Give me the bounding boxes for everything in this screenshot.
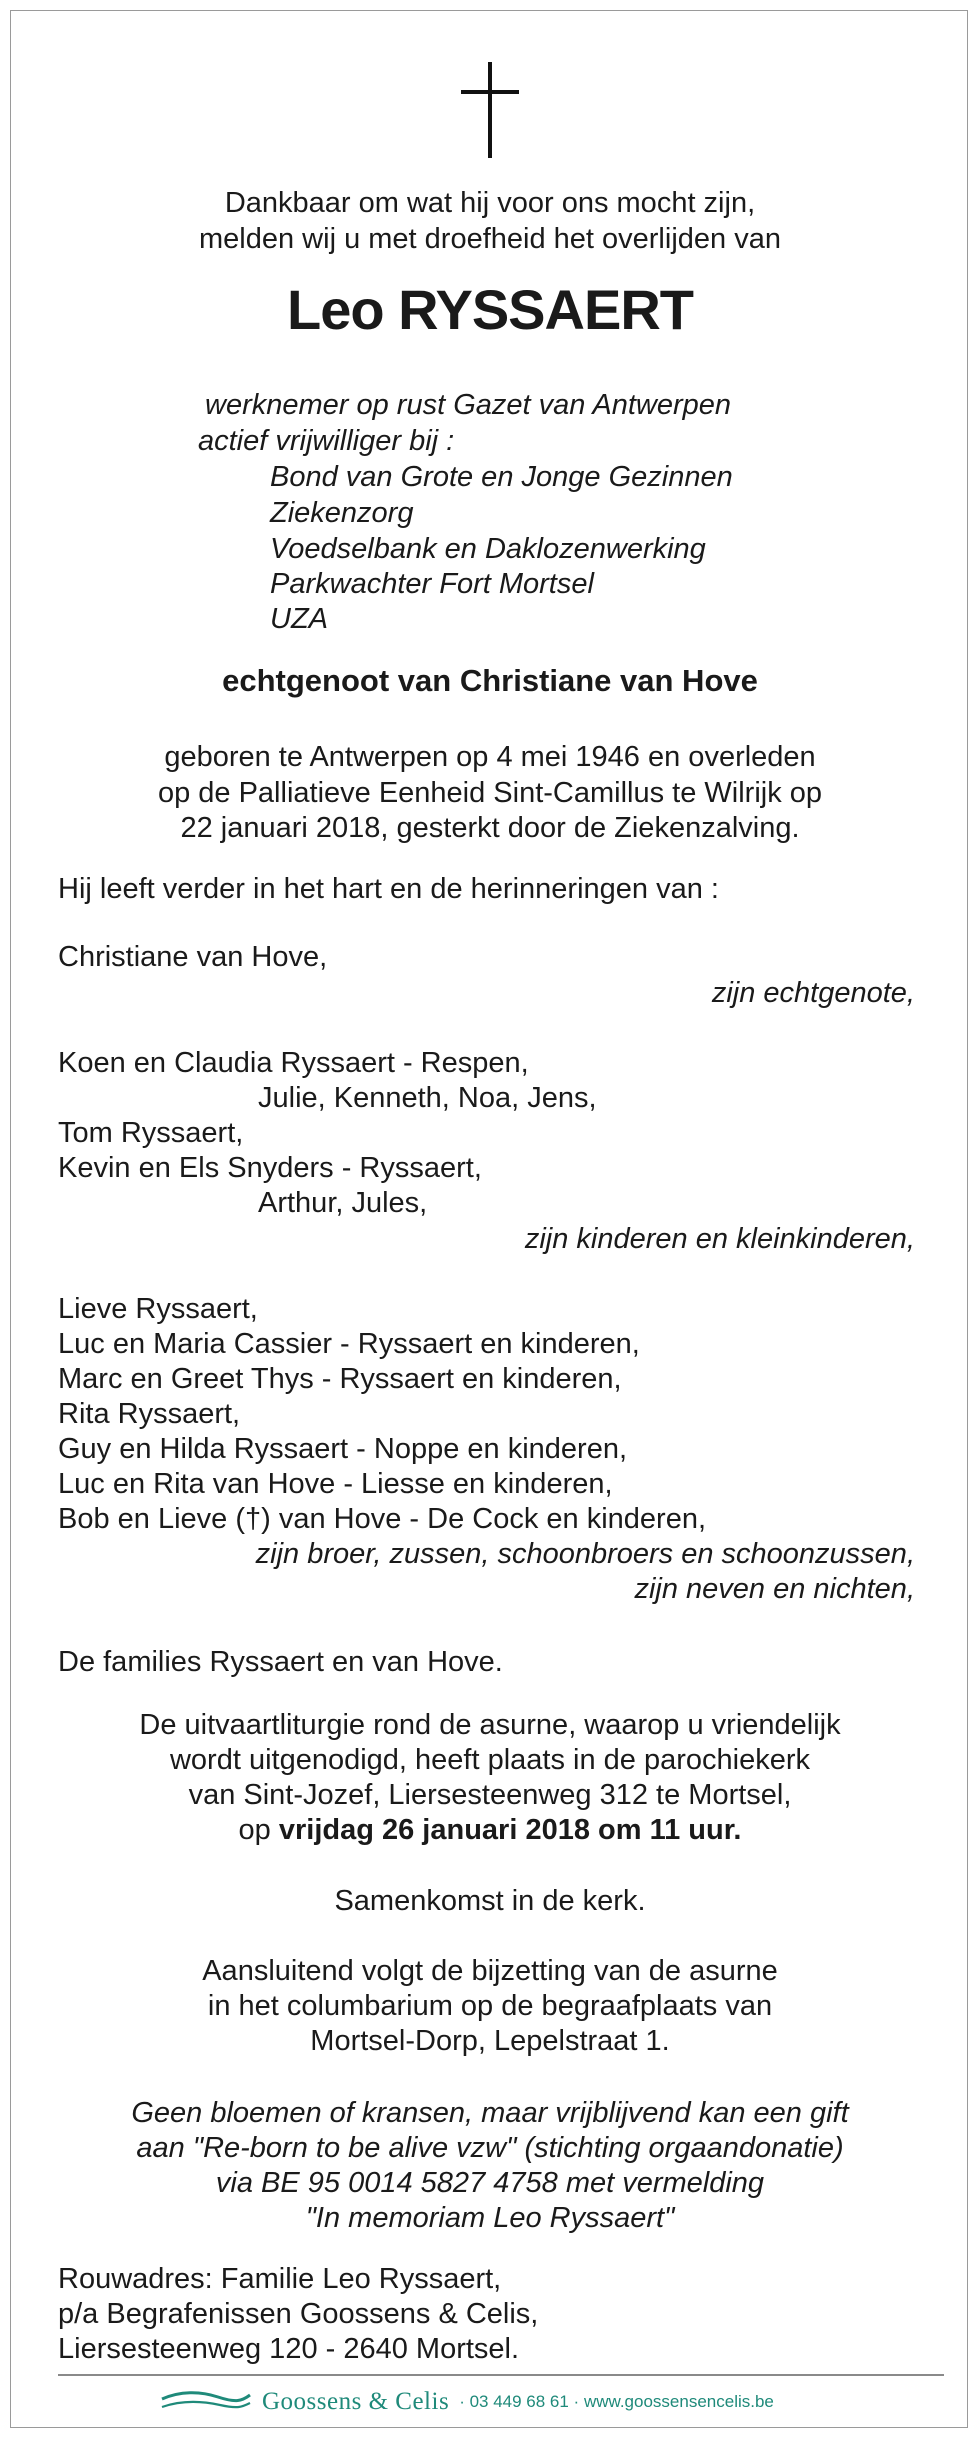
interment-line: in het columbarium op de begraafplaats van — [207, 1990, 773, 2022]
siblings-role: zijn broer, zussen, schoonbroers en schoonzussen, — [255, 1538, 915, 1570]
ceremony-date-line — [0, 1813, 980, 1847]
cross-icon — [457, 60, 523, 160]
footer — [160, 2382, 774, 2422]
birth-death-line: op de Palliatieve Eenheid Sint-Camillus te Wilrijk op — [157, 777, 823, 809]
ceremony-line: van Sint-Jozef, Liersesteenweg 312 te Mortsel, — [188, 1779, 792, 1811]
footer-divider — [58, 2374, 944, 2376]
ceremony-line: wordt uitgenodigd, heeft plaats in de parochiekerk — [169, 1744, 811, 1776]
intro-line: Dankbaar om wat hij voor ons mocht zijn, — [224, 187, 756, 219]
memory-intro: Hij leeft verder in het hart en de herinneringen van : — [58, 873, 719, 905]
children-line: Koen en Claudia Ryssaert - Respen, — [58, 1047, 529, 1079]
ceremony-line: De uitvaartliturgie rond de asurne, waarop u vriendelijk — [139, 1709, 841, 1741]
families-line: De families Ryssaert en van Hove. — [58, 1646, 503, 1678]
wave-logo-icon — [160, 2389, 252, 2415]
occupation-line: actief vrijwilliger bij : — [198, 425, 455, 457]
deceased-name: Leo RYSSAERT — [287, 278, 693, 341]
sibling-line: Marc en Greet Thys - Ryssaert en kinderen, — [58, 1363, 622, 1395]
volunteer-org: UZA — [270, 603, 328, 635]
interment-line: Mortsel-Dorp, Lepelstraat 1. — [310, 2025, 670, 2057]
flowers-line: via BE 95 0014 5827 4758 met vermelding — [215, 2167, 765, 2199]
sibling-line: Bob en Lieve (†) van Hove - De Cock en kinderen, — [58, 1503, 707, 1535]
birth-death-line: geboren te Antwerpen op 4 mei 1946 en overleden — [164, 741, 816, 773]
children-line: Kevin en Els Snyders - Ryssaert, — [58, 1152, 482, 1184]
volunteer-org: Ziekenzorg — [270, 497, 414, 529]
volunteer-org: Voedselbank en Daklozenwerking — [270, 533, 706, 565]
volunteer-org: Bond van Grote en Jonge Gezinnen — [270, 461, 733, 493]
flowers-line: Geen bloemen of kransen, maar vrijblijvend kan een gift — [131, 2097, 849, 2129]
interment-line: Aansluitend volgt de bijzetting van de asurne — [202, 1955, 778, 1987]
gathering-line: Samenkomst in de kerk. — [334, 1885, 646, 1917]
volunteer-org: Parkwachter Fort Mortsel — [270, 568, 594, 600]
grandchildren-line: Julie, Kenneth, Noa, Jens, — [258, 1082, 597, 1114]
sibling-line: Rita Ryssaert, — [58, 1398, 241, 1430]
spouse-name: Christiane van Hove, — [58, 941, 328, 973]
footer-brand: Goossens & Celis — [262, 2388, 450, 2415]
occupation-line: werknemer op rust Gazet van Antwerpen — [205, 389, 732, 421]
ceremony-date: vrijdag 26 januari 2018 om 11 uur. — [278, 1814, 742, 1846]
spouse-role: zijn echtgenote, — [711, 977, 915, 1009]
sibling-line: Luc en Rita van Hove - Liesse en kinderen, — [58, 1468, 613, 1500]
intro-line: melden wij u met droefheid het overlijden van — [199, 223, 781, 255]
sibling-line: Guy en Hilda Ryssaert - Noppe en kinderen, — [58, 1433, 628, 1465]
grandchildren-line: Arthur, Jules, — [258, 1187, 428, 1219]
children-role: zijn kinderen en kleinkinderen, — [524, 1223, 915, 1255]
ceremony-date-prefix: op — [238, 1814, 279, 1846]
address-line: Liersesteenweg 120 - 2640 Mortsel. — [58, 2333, 520, 2365]
nephews-role: zijn neven en nichten, — [634, 1573, 915, 1605]
address-line: p/a Begrafenissen Goossens & Celis, — [58, 2298, 539, 2330]
page-border — [10, 10, 968, 2428]
spouse-line: echtgenoot van Christiane van Hove — [222, 663, 758, 698]
birth-death-line: 22 januari 2018, gesterkt door de Ziekenzalving. — [180, 812, 800, 844]
flowers-line: "In memoriam Leo Ryssaert" — [305, 2202, 675, 2234]
footer-contact: · 03 449 68 61 · www.goossensencelis.be — [459, 2392, 774, 2411]
sibling-line: Lieve Ryssaert, — [58, 1293, 258, 1325]
address-line: Rouwadres: Familie Leo Ryssaert, — [58, 2263, 502, 2295]
children-line: Tom Ryssaert, — [58, 1117, 244, 1149]
sibling-line: Luc en Maria Cassier - Ryssaert en kinderen, — [58, 1328, 640, 1360]
flowers-line: aan "Re-born to be alive vzw" (stichting orgaandonatie) — [136, 2132, 844, 2164]
